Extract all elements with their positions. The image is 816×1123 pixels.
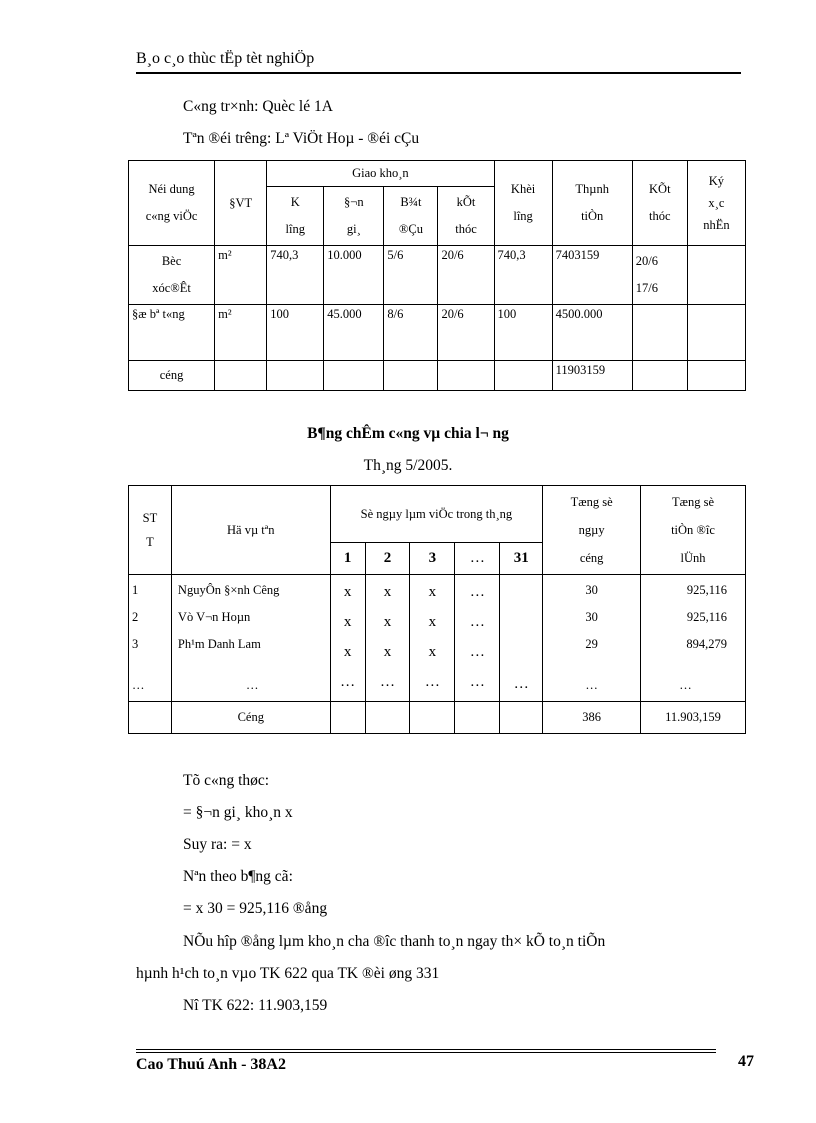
work-contract-table bbox=[128, 160, 746, 391]
row-unit: m² bbox=[215, 305, 267, 361]
row-finish: 20/6 bbox=[438, 305, 494, 361]
body-line-5: = x 30 = 925,116 ®ång bbox=[183, 900, 328, 917]
payroll-table bbox=[128, 485, 746, 734]
payroll-title: B¶ng chÊm c«ng vµ chia l¬ ng bbox=[307, 425, 509, 442]
header-finish: kÕt thóc bbox=[438, 187, 494, 246]
header-start: B¾t ®Çu bbox=[384, 187, 438, 246]
header-contract-group: Giao kho¸n bbox=[267, 161, 494, 187]
total-pay: 11.903,159 bbox=[641, 702, 746, 734]
footer-rule-bottom bbox=[136, 1052, 716, 1053]
row-price: 10.000 bbox=[324, 246, 384, 305]
payroll-body-row bbox=[129, 575, 746, 702]
header-day-1: 1 bbox=[330, 543, 365, 575]
name-column: NguyÔn §×nh Cêng Vò V¬n Hoµn Ph¹m Danh Lam … bbox=[171, 575, 330, 702]
header-content: Néi dung c«ng viÖc bbox=[129, 161, 215, 246]
row-content: §æ bª t«ng bbox=[129, 305, 215, 361]
total-pay-column: 925,116 925,116 894,279 … bbox=[641, 575, 746, 702]
header-k: K lîng bbox=[267, 187, 324, 246]
header-name: Hä vµ tªn bbox=[171, 486, 330, 575]
footer-author: Cao Thuú Anh - 38A2 bbox=[136, 1056, 286, 1073]
day-2-column: x x x … bbox=[365, 575, 410, 702]
body-line-1: Tõ c«ng thøc: bbox=[183, 772, 270, 789]
row-start: 8/6 bbox=[384, 305, 438, 361]
body-line-8: Nî TK 622: 11.903,159 bbox=[183, 997, 328, 1014]
row-unit: m² bbox=[215, 246, 267, 305]
total-days: 386 bbox=[543, 702, 641, 734]
body-line-4: Nªn theo b¶ng cã: bbox=[183, 868, 293, 885]
header-day-ellipsis: … bbox=[455, 543, 500, 575]
row-end bbox=[632, 305, 687, 361]
stt-column: 1 2 3 … bbox=[129, 575, 172, 702]
row-amount: 4500.000 bbox=[552, 305, 632, 361]
header-total-days: Tæng sè ngµy céng bbox=[543, 486, 641, 575]
row-k: 740,3 bbox=[267, 246, 324, 305]
header-amount: Thµnh tiÒn bbox=[552, 161, 632, 246]
page-header: B¸o c¸o thùc tËp tèt nghiÖp bbox=[136, 50, 741, 74]
page-number: 47 bbox=[738, 1053, 754, 1070]
table-row bbox=[129, 305, 746, 361]
row-end: 20/6 17/6 bbox=[632, 246, 687, 305]
footer-rule-top bbox=[136, 1049, 716, 1050]
header-day-2: 2 bbox=[365, 543, 410, 575]
header-day-3: 3 bbox=[410, 543, 455, 575]
header-stt: ST T bbox=[129, 486, 172, 575]
header-price: §¬n gi¸ bbox=[324, 187, 384, 246]
body-line-2: = §¬n gi¸ kho¸n x bbox=[183, 804, 293, 821]
row-start: 5/6 bbox=[384, 246, 438, 305]
header-day-31: 31 bbox=[500, 543, 543, 575]
header-sign: Ký x¸c nhËn bbox=[687, 161, 745, 246]
body-line-6: NÕu hîp ®ång lµm kho¸n cha ®îc thanh to¸n ngay th× kÕ to¸n tiÕn bbox=[183, 933, 606, 950]
total-label: Céng bbox=[171, 702, 330, 734]
total-days-column: 30 30 29 … bbox=[543, 575, 641, 702]
day-3-column: x x x … bbox=[410, 575, 455, 702]
row-k: 100 bbox=[267, 305, 324, 361]
total-row bbox=[129, 361, 746, 391]
row-volume: 100 bbox=[494, 305, 552, 361]
team-line: Tªn ®éi trêng: Lª ViÖt Hoµ - ®éi cÇu bbox=[183, 130, 420, 147]
row-price: 45.000 bbox=[324, 305, 384, 361]
body-line-3: Suy ra: = x bbox=[183, 836, 252, 853]
payroll-month: Th¸ng 5/2005. bbox=[363, 457, 453, 474]
header-total-pay: Tæng sè tiÒn ®îc lÜnh bbox=[641, 486, 746, 575]
row-amount: 7403159 bbox=[552, 246, 632, 305]
row-finish: 20/6 bbox=[438, 246, 494, 305]
day-ellipsis-column: … … … … bbox=[455, 575, 500, 702]
row-sign bbox=[687, 305, 745, 361]
total-amount: 11903159 bbox=[552, 361, 632, 391]
project-line: C«ng tr×nh: Quèc lé 1A bbox=[183, 98, 333, 115]
header-unit: §VT bbox=[215, 161, 267, 246]
day-31-column: … bbox=[500, 575, 543, 702]
day-1-column: x x x … bbox=[330, 575, 365, 702]
body-line-7: hµnh h¹ch to¸n vµo TK 622 qua TK ®èi øng 331 bbox=[136, 965, 440, 982]
header-days-group: Sè ngµy lµm viÖc trong th¸ng bbox=[330, 486, 543, 543]
header-volume: Khèi lîng bbox=[494, 161, 552, 246]
row-content: Bèc xóc®Êt bbox=[129, 246, 215, 305]
total-label: céng bbox=[129, 361, 215, 391]
row-volume: 740,3 bbox=[494, 246, 552, 305]
row-sign bbox=[687, 246, 745, 305]
table-row bbox=[129, 246, 746, 305]
header-end: KÕt thóc bbox=[632, 161, 687, 246]
total-row bbox=[129, 702, 746, 734]
